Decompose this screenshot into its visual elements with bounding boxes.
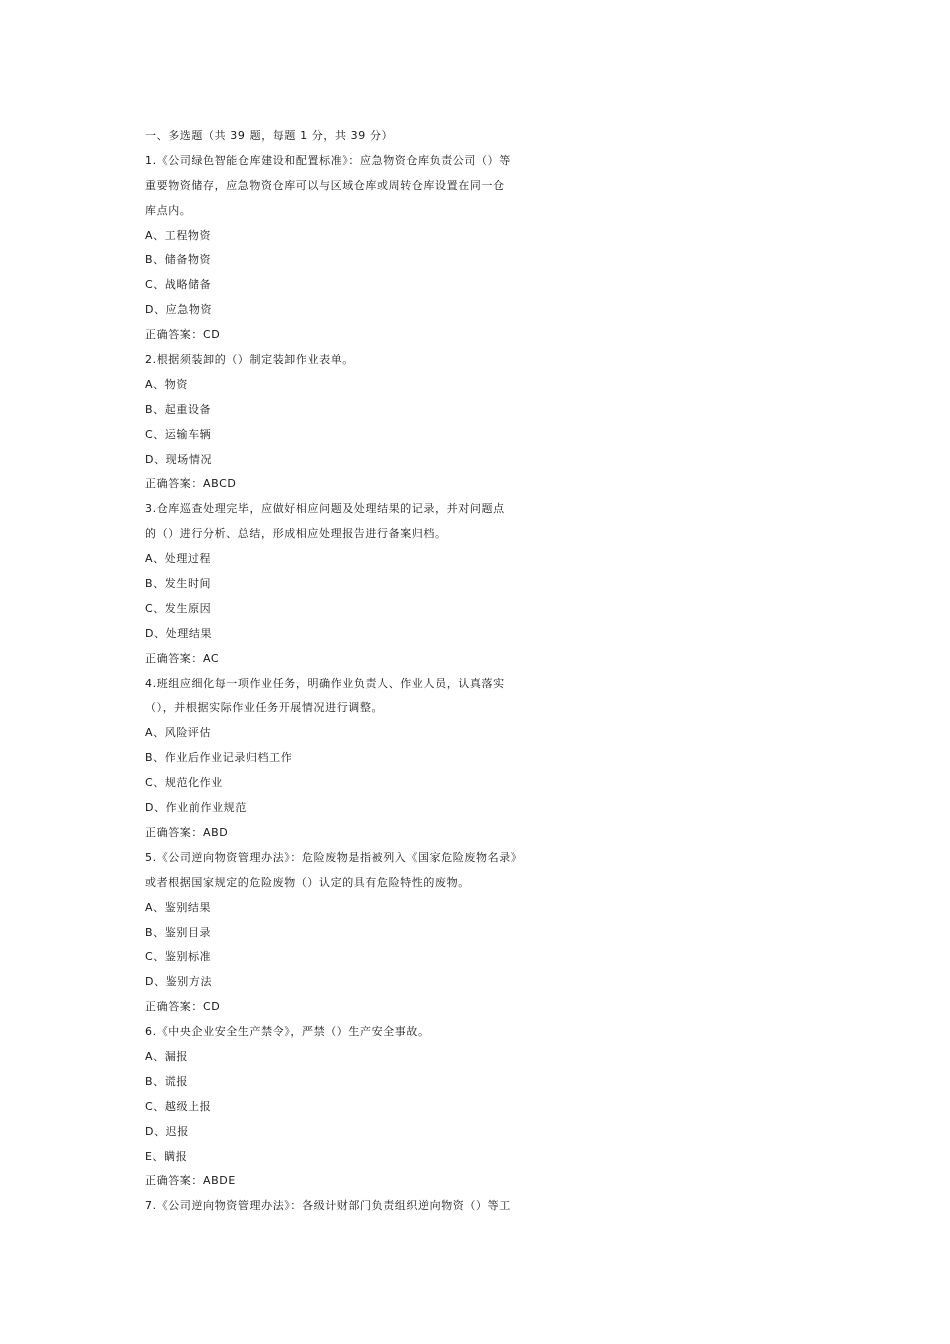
document-page bbox=[145, 124, 575, 1219]
answer-option: A、处理过程 bbox=[145, 552, 212, 566]
answer-option: B、鉴别目录 bbox=[145, 925, 212, 939]
correct-answer: 正确答案：ABD bbox=[145, 825, 229, 839]
answer-option: D、鉴别方法 bbox=[145, 975, 213, 989]
question-stem-line: 1.《公司绿色智能仓库建设和配置标准》：应急物资仓库负责公司（）等 bbox=[145, 153, 511, 167]
answer-option: A、风险评估 bbox=[145, 726, 212, 740]
question-stem-line: 库点内。 bbox=[145, 203, 192, 217]
answer-option: C、鉴别标准 bbox=[145, 950, 212, 964]
question-block bbox=[145, 846, 575, 1020]
correct-answer: 正确答案：AC bbox=[145, 651, 220, 665]
question-list bbox=[145, 149, 575, 1219]
question-stem-line: 的（）进行分析、总结，形成相应处理报告进行备案归档。 bbox=[145, 527, 447, 541]
answer-option: D、应急物资 bbox=[145, 303, 213, 317]
answer-option: A、鉴别结果 bbox=[145, 900, 212, 914]
answer-option: A、物资 bbox=[145, 377, 188, 391]
answer-option: E、瞒报 bbox=[145, 1149, 188, 1163]
question-block bbox=[145, 1020, 575, 1194]
answer-option: B、起重设备 bbox=[145, 402, 212, 416]
question-stem-line: 6.《中央企业安全生产禁令》，严禁（）生产安全事故。 bbox=[145, 1025, 430, 1039]
question-block bbox=[145, 497, 575, 671]
question-stem-line: 7.《公司逆向物资管理办法》：各级计财部门负责组织逆向物资（）等工 bbox=[145, 1199, 511, 1213]
question-block bbox=[145, 149, 575, 348]
answer-option: D、迟报 bbox=[145, 1124, 189, 1138]
question-stem-line: 2.根据须装卸的（）制定装卸作业表单。 bbox=[145, 353, 354, 367]
answer-option: C、运输车辆 bbox=[145, 427, 212, 441]
answer-option: D、现场情况 bbox=[145, 452, 213, 466]
answer-option: A、漏报 bbox=[145, 1049, 188, 1063]
section-heading: 一、多选题（共 39 题，每题 1 分，共 39 分） bbox=[145, 129, 394, 142]
answer-option: C、战略储备 bbox=[145, 278, 212, 292]
answer-option: B、发生时间 bbox=[145, 577, 212, 591]
answer-option: D、处理结果 bbox=[145, 626, 213, 640]
question-block bbox=[145, 1194, 575, 1219]
answer-option: C、规范化作业 bbox=[145, 776, 223, 790]
question-stem-line: 或者根据国家规定的危险废物（）认定的具有危险特性的废物。 bbox=[145, 875, 470, 889]
answer-option: B、谎报 bbox=[145, 1074, 188, 1088]
question-stem-line: 5.《公司逆向物资管理办法》：危险废物是指被列入《国家危险废物名录》 bbox=[145, 850, 523, 864]
question-block bbox=[145, 672, 575, 846]
question-stem-line: 4.班组应细化每一项作业任务，明确作业负责人、作业人员，认真落实 bbox=[145, 676, 505, 690]
answer-option: C、发生原因 bbox=[145, 601, 212, 615]
correct-answer: 正确答案：ABDE bbox=[145, 1174, 236, 1188]
question-block bbox=[145, 348, 575, 497]
question-stem-line: 重要物资储存，应急物资仓库可以与区域仓库或周转仓库设置在同一仓 bbox=[145, 178, 505, 192]
answer-option: B、作业后作业记录归档工作 bbox=[145, 751, 293, 765]
correct-answer: 正确答案：ABCD bbox=[145, 477, 237, 491]
correct-answer: 正确答案：CD bbox=[145, 328, 221, 342]
question-stem-line: 3.仓库巡查处理完毕，应做好相应问题及处理结果的记录，并对问题点 bbox=[145, 502, 505, 516]
answer-option: B、储备物资 bbox=[145, 253, 212, 267]
correct-answer: 正确答案：CD bbox=[145, 1000, 221, 1014]
answer-option: C、越级上报 bbox=[145, 1099, 212, 1113]
question-stem-line: （），并根据实际作业任务开展情况进行调整。 bbox=[145, 701, 384, 715]
answer-option: A、工程物资 bbox=[145, 228, 212, 242]
answer-option: D、作业前作业规范 bbox=[145, 801, 247, 815]
